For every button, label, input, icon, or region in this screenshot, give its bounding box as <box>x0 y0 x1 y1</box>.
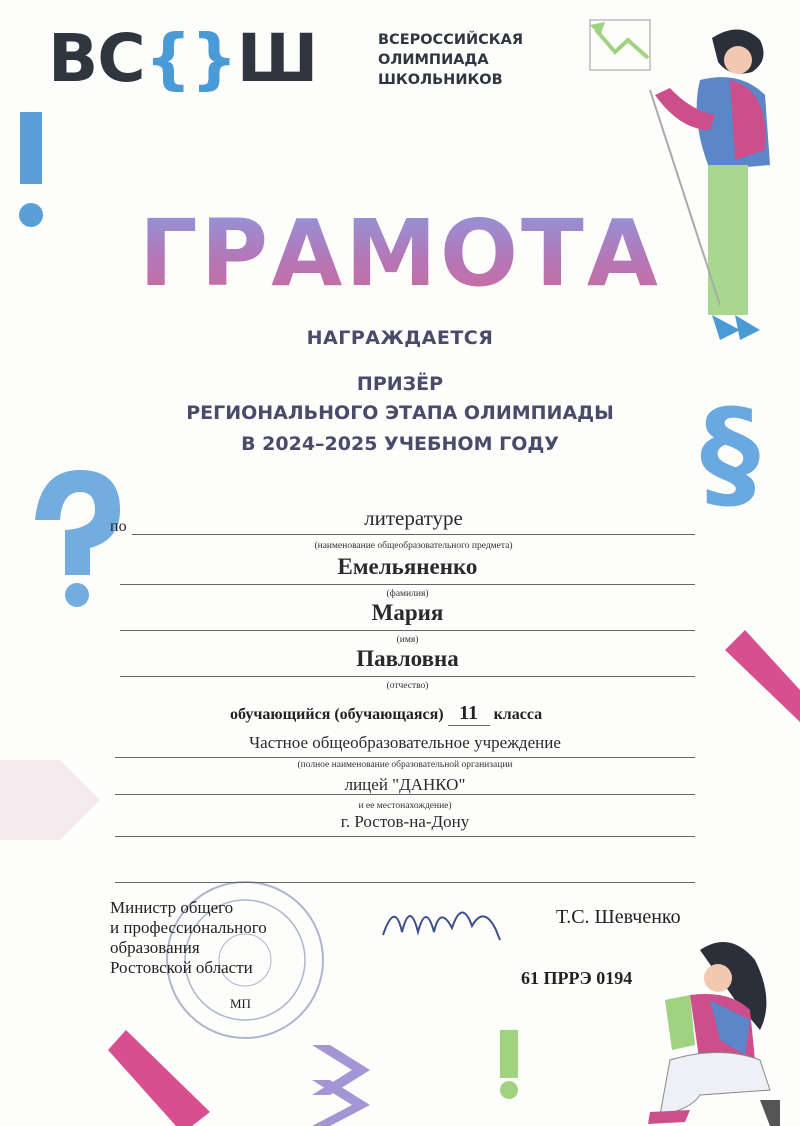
patronymic-field <box>120 646 695 677</box>
subject-caption: (наименование общеобразовательного предмета) <box>314 541 513 551</box>
green-exclamation-icon <box>500 1030 518 1078</box>
awarded-label: НАГРАЖДАЕТСЯ <box>306 327 494 349</box>
signature-scribble <box>383 912 500 940</box>
org-caption: (полное наименование образовательной организации <box>297 760 513 770</box>
certificate-title: ГРАМОТА <box>0 200 800 307</box>
org-field2 <box>115 775 695 799</box>
question-mark-icon <box>35 470 120 607</box>
patronymic-value: Павловна <box>356 646 459 671</box>
signatory-name: Т.С. Шевченко <box>556 906 681 928</box>
org-line3: ШКОЛЬНИКОВ <box>378 72 503 88</box>
name-field <box>120 600 695 631</box>
org-value: Частное общеобразовательное учреждение <box>249 733 561 752</box>
position-line4: Ростовской области <box>110 958 253 977</box>
serial-number: 61 ПРРЭ 0194 <box>521 968 633 988</box>
prize-line1: ПРИЗЁР <box>356 373 444 395</box>
prize-line2: РЕГИОНАЛЬНОГО ЭТАПА ОЛИМПИАДЫ <box>186 402 614 424</box>
olympiad-logo <box>48 20 318 97</box>
surname-caption: (фамилия) <box>386 589 429 599</box>
subject-value: литературе <box>364 506 463 530</box>
blank-line <box>115 858 695 883</box>
position-line1: Министр общего <box>110 898 234 917</box>
prize-line3: В 2024–2025 УЧЕБНОМ ГОДУ <box>241 433 559 455</box>
patronymic-caption: (отчество) <box>386 681 429 691</box>
logo-brace: {} <box>144 20 237 97</box>
growth-arrow-icon <box>590 20 650 70</box>
subject-field <box>132 506 695 535</box>
position-line2: и профессионального <box>110 918 267 937</box>
chevrons-decoration <box>312 1045 370 1126</box>
surname-value: Емельяненко <box>337 554 478 579</box>
name-value: Мария <box>371 600 444 625</box>
org-line1: ВСЕРОССИЙСКАЯ <box>378 32 523 48</box>
paragraph-sign-icon: § <box>700 385 760 524</box>
location-caption: и ее местонахождение) <box>358 801 452 811</box>
grade-value: 11 <box>448 702 490 726</box>
logo-prefix: ВС <box>48 20 145 97</box>
org-line2: ОЛИМПИАДА <box>378 52 489 68</box>
city-field <box>115 812 695 837</box>
pink-stripe-right <box>725 630 800 722</box>
exclamation-icon <box>20 112 42 184</box>
pink-stripe-bottom <box>108 1030 210 1126</box>
student-label: обучающийся (обучающаяся) <box>230 706 444 723</box>
name-caption: (имя) <box>396 635 419 645</box>
grade-suffix: класса <box>493 706 543 723</box>
student-illustration-bottom <box>648 942 780 1126</box>
logo-suffix: Ш <box>236 20 318 97</box>
org-field <box>115 733 695 758</box>
subject-prefix: по <box>110 518 127 535</box>
org-value2: лицей "ДАНКО" <box>344 775 466 794</box>
olympiad-name <box>378 30 523 90</box>
surname-field <box>120 554 695 585</box>
stamp-label: МП <box>230 996 251 1011</box>
grade-row <box>230 702 542 726</box>
city-value: г. Ростов-на-Дону <box>340 812 470 831</box>
position-line3: образования <box>110 938 200 957</box>
signatory-position <box>110 898 267 978</box>
